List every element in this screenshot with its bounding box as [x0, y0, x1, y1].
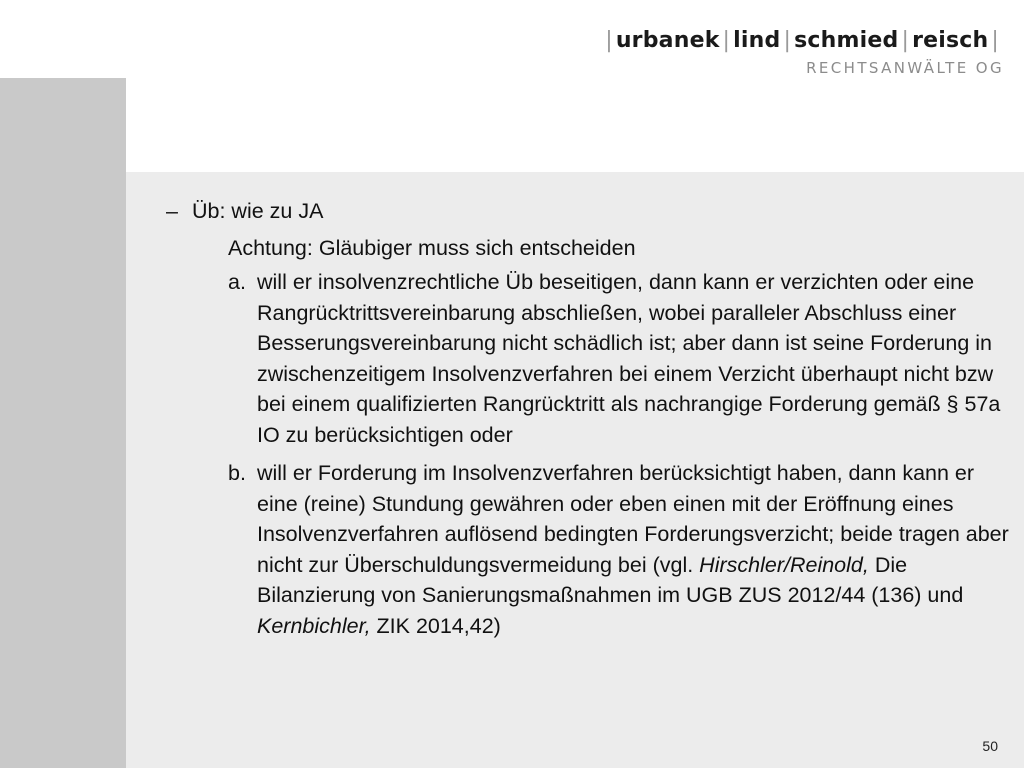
logo-name-reisch: reisch: [912, 28, 989, 53]
logo-subtitle: RECHTSANWÄLTE OG: [806, 59, 1004, 77]
list-item-a: [160, 267, 1020, 450]
firm-logo: [602, 28, 1002, 77]
citation-author: Kernbichler,: [257, 613, 371, 638]
logo-separator: |: [783, 28, 792, 53]
list-marker: b.: [228, 461, 246, 485]
logo-separator: |: [991, 28, 999, 53]
list-item-text: will er insolvenzrechtliche Üb beseitigen, dann kann er verzichten oder eine Rangrücktrittsvereinbarung abschließen, wobei paralleler Abschluss einer Besserungsvereinbarung nicht schädlich ist; aber dann ist seine Forderung in zwischenzeitigem Insolvenzverfahren bei einem Verzicht überhaupt nicht bzw bei einem qualifizierten Rangrücktritt als nachrangige Forderung gemäß § 57a IO zu berücksichtigen oder: [257, 270, 1001, 447]
bullet-dash: –: [166, 199, 178, 223]
list-item-b: [160, 458, 1020, 641]
bullet-heading-row: [160, 196, 1020, 227]
bullet-heading: Üb: wie zu JA: [192, 199, 324, 223]
logo-separator: |: [901, 28, 910, 53]
logo-name-urbanek: urbanek: [615, 28, 720, 53]
note-line: Achtung: Gläubiger muss sich entscheiden: [228, 235, 636, 260]
list-item-text: [257, 461, 1009, 638]
logo-separator: |: [605, 28, 613, 53]
logo-name-schmied: schmied: [794, 28, 899, 53]
list-item-text-part: will er Forderung im Insolvenzverfahren berücksichtigt haben, dann kann er eine (reine) Stundung gewähren oder eben einen mit der Eröffnung eines Insolvenzverfahren auflösend bedingten Forderungsverzicht; beide tragen aber nicht zur Überschuldungsvermeidung bei (vgl.: [257, 461, 1009, 577]
side-bar-decoration: [0, 78, 126, 768]
page-number: 50: [982, 738, 998, 754]
list-marker: a.: [228, 270, 246, 294]
citation-author: Hirschler/Reinold,: [699, 552, 869, 577]
logo-name-lind: lind: [733, 28, 781, 53]
list-item-text-part: Die Bilanzierung von Sanierungsmaßnahmen im UGB ZUS 2012/44 (136) und: [257, 552, 964, 607]
slide-body: [160, 196, 1020, 641]
logo-separator: |: [722, 28, 731, 53]
logo-names: [602, 28, 1002, 53]
list-item-text-part: ZIK 2014,42): [370, 613, 501, 638]
